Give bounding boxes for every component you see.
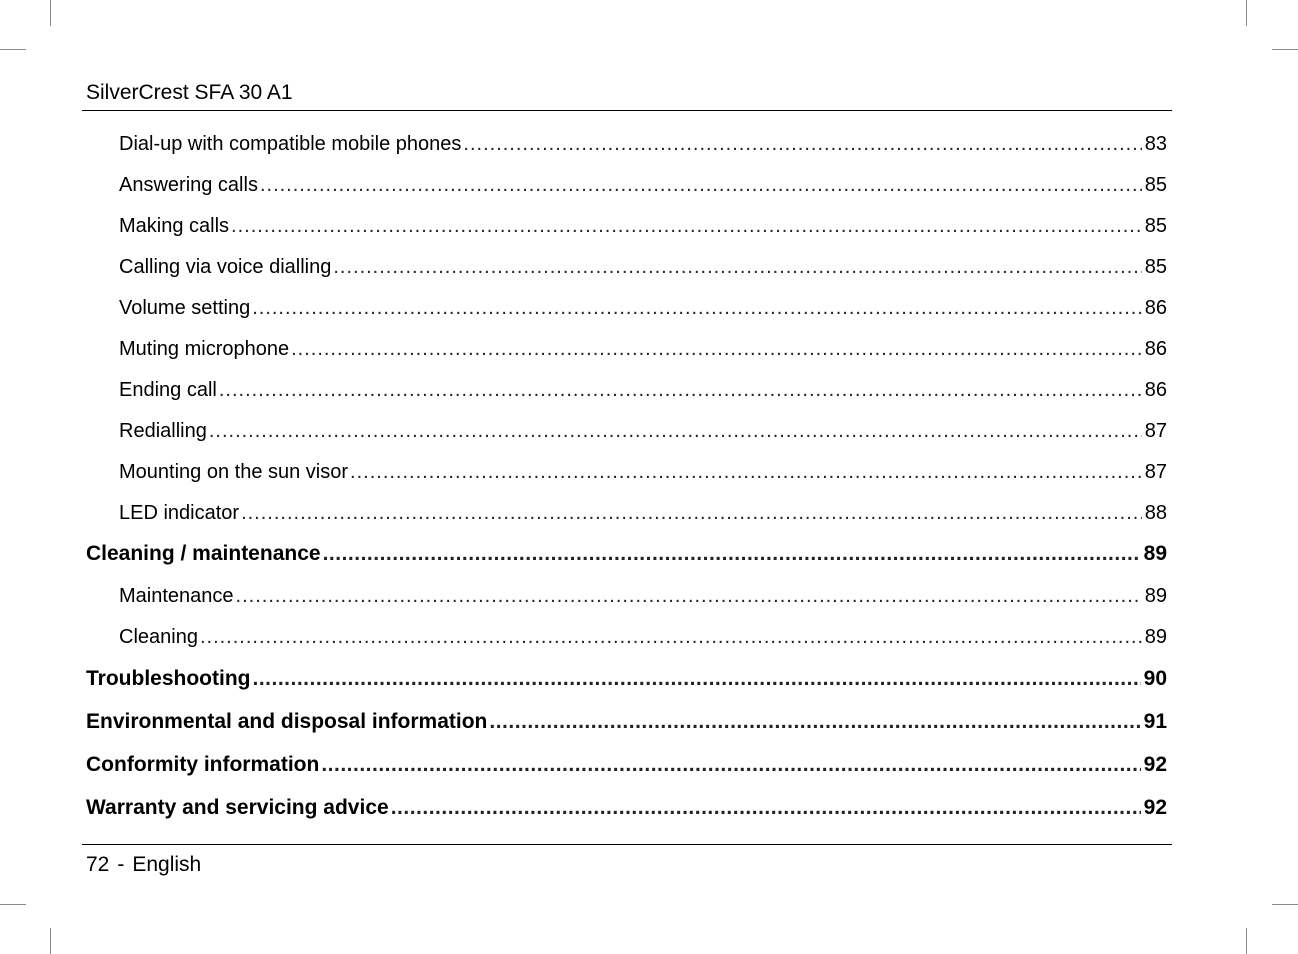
toc-dot-leader — [350, 459, 1142, 485]
toc-entry-label: Volume setting — [119, 297, 251, 319]
toc-dot-leader — [209, 418, 1142, 444]
toc-dot-leader — [489, 708, 1140, 736]
toc-section-entry[interactable] — [119, 172, 1167, 198]
toc-section-entry[interactable] — [119, 336, 1167, 362]
toc-dot-leader — [200, 624, 1142, 650]
toc-entry-page-number: 87 — [1144, 420, 1167, 442]
toc-section-entry[interactable] — [119, 131, 1167, 157]
toc-dot-leader — [252, 665, 1140, 693]
toc-entry-page-number: 89 — [1144, 626, 1167, 648]
page-footer — [86, 852, 201, 878]
footer-language: English — [132, 853, 202, 876]
toc-section-entry[interactable] — [119, 583, 1167, 609]
toc-section-entry[interactable] — [119, 459, 1167, 485]
toc-entry-page-number: 86 — [1144, 338, 1167, 360]
toc-dot-leader — [291, 336, 1142, 362]
toc-dot-leader — [391, 794, 1141, 822]
toc-dot-leader — [219, 377, 1142, 403]
toc-chapter-entry[interactable] — [86, 794, 1167, 822]
footer-separator: - — [117, 853, 125, 876]
toc-entry-label: Answering calls — [119, 174, 258, 196]
toc-entry-page-number: 86 — [1144, 297, 1167, 319]
toc-entry-label: Dial-up with compatible mobile phones — [119, 133, 462, 155]
toc-dot-leader — [321, 751, 1140, 779]
toc-entry-page-number: 91 — [1143, 710, 1167, 733]
toc-entry-page-number: 89 — [1144, 585, 1167, 607]
toc-dot-leader — [323, 540, 1141, 568]
toc-entry-label: Calling via voice dialling — [119, 256, 332, 278]
footer-page-number: 72 — [86, 853, 110, 876]
toc-section-entry[interactable] — [119, 254, 1167, 280]
toc-entry-page-number: 92 — [1143, 753, 1167, 776]
toc-entry-page-number: 85 — [1144, 174, 1167, 196]
toc-entry-page-number: 92 — [1143, 796, 1167, 819]
toc-dot-leader — [463, 131, 1141, 157]
toc-entry-label: Cleaning — [119, 626, 198, 648]
toc-entry-label: Muting microphone — [119, 338, 290, 360]
toc-dot-leader — [252, 295, 1142, 321]
toc-entry-page-number: 89 — [1143, 542, 1167, 565]
toc-entry-page-number: 86 — [1144, 379, 1167, 401]
toc-entry-page-number: 90 — [1143, 667, 1167, 690]
toc-entry-label: Warranty and servicing advice — [86, 796, 389, 819]
toc-chapter-entry[interactable] — [86, 665, 1167, 693]
toc-entry-page-number: 88 — [1144, 502, 1167, 524]
toc-entry-label: Ending call — [119, 379, 217, 401]
toc-chapter-entry[interactable] — [86, 751, 1167, 779]
page-header-title: SilverCrest SFA 30 A1 — [86, 81, 293, 104]
toc-section-entry[interactable] — [119, 295, 1167, 321]
toc-section-entry[interactable] — [119, 213, 1167, 239]
toc-entry-label: Maintenance — [119, 585, 234, 607]
toc-section-entry[interactable] — [119, 377, 1167, 403]
toc-entry-label: Making calls — [119, 215, 230, 237]
toc-entry-page-number: 87 — [1144, 461, 1167, 483]
toc-entry-label: Environmental and disposal information — [86, 710, 488, 733]
toc-dot-leader — [231, 213, 1142, 239]
toc-entry-page-number: 85 — [1144, 215, 1167, 237]
toc-dot-leader — [241, 500, 1142, 526]
toc-entry-page-number: 85 — [1144, 256, 1167, 278]
toc-section-entry[interactable] — [119, 418, 1167, 444]
toc-entry-label: Redialling — [119, 420, 207, 442]
toc-entry-label: Troubleshooting — [86, 667, 251, 690]
toc-entry-label: Cleaning / maintenance — [86, 542, 321, 565]
toc-chapter-entry[interactable] — [86, 540, 1167, 568]
footer-rule — [82, 844, 1172, 845]
toc-entry-label: Mounting on the sun visor — [119, 461, 349, 483]
toc-section-entry[interactable] — [119, 500, 1167, 526]
toc-dot-leader — [236, 583, 1142, 609]
toc-entry-label: Conformity information — [86, 753, 320, 776]
toc-dot-leader — [260, 172, 1142, 198]
toc-entry-page-number: 83 — [1144, 133, 1167, 155]
toc-dot-leader — [333, 254, 1141, 280]
toc-entry-label: LED indicator — [119, 502, 240, 524]
toc-chapter-entry[interactable] — [86, 708, 1167, 736]
toc-section-entry[interactable] — [119, 624, 1167, 650]
